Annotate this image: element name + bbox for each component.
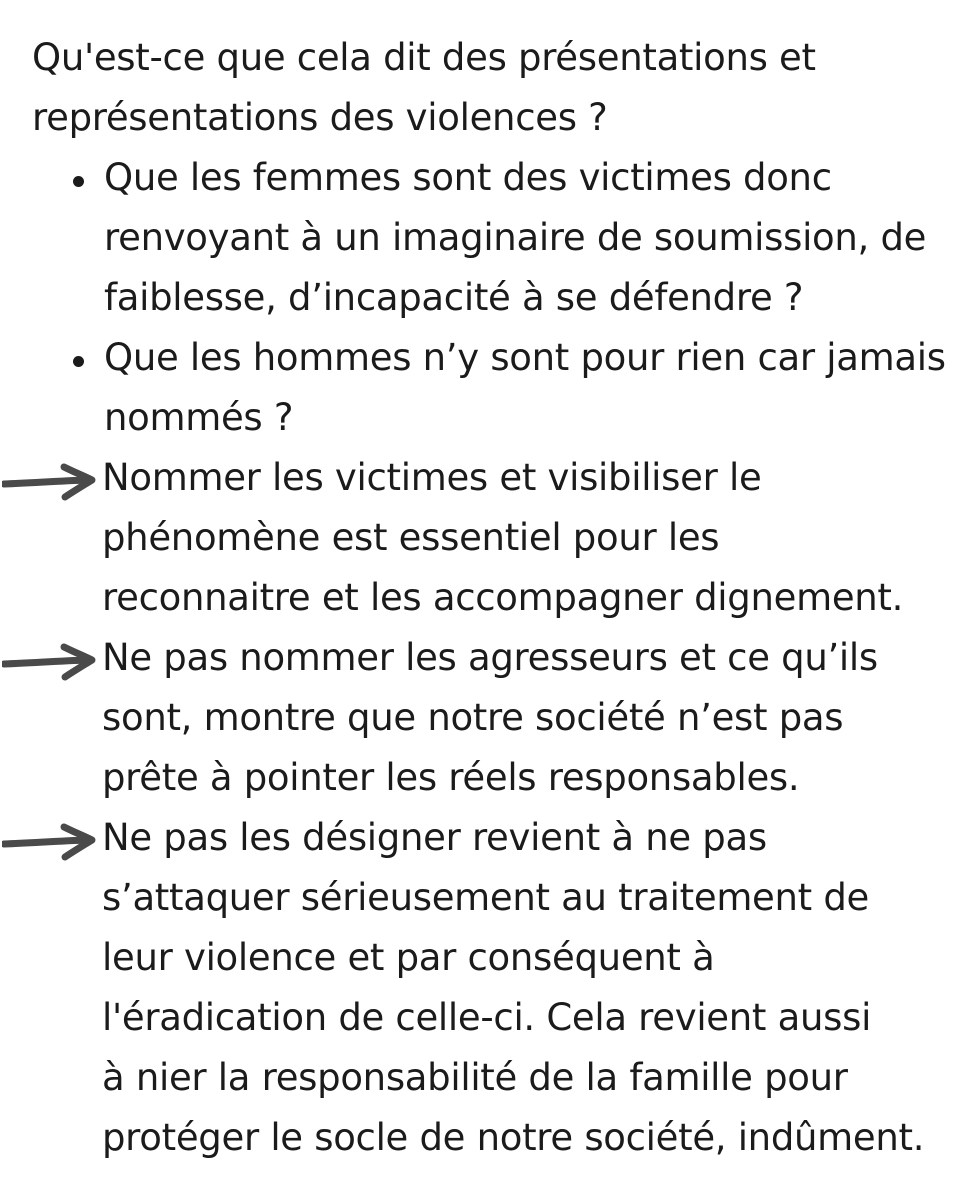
arrow-point-line: Ne pas les désigner revient à ne pas — [102, 816, 767, 859]
arrow-point-line: prête à pointer les réels responsables. — [102, 756, 800, 799]
arrow-point-line: leur violence et par conséquent à — [102, 936, 715, 979]
arrow-right-icon — [2, 822, 98, 862]
arrow-right-icon — [2, 642, 98, 682]
bullet-text-line: renvoyant à un imaginaire de soumission, de — [104, 216, 927, 259]
question-line: Qu'est-ce que cela dit des présentations et — [32, 36, 816, 79]
bullet-text-line: Que les hommes n’y sont pour rien car jamais — [104, 336, 946, 379]
arrow-point-line: l'éradication de celle-ci. Cela revient aussi — [102, 996, 872, 1039]
bullet-text-line: Que les femmes sont des victimes donc — [104, 156, 832, 199]
bullet-text-line: nommés ? — [104, 396, 294, 439]
arrow-point-line: protéger le socle de notre société, indûment. — [102, 1116, 925, 1159]
arrow-point-line: à nier la responsabilité de la famille pour — [102, 1056, 848, 1099]
question-line: représentations des violences ? — [32, 96, 608, 139]
arrow-right-icon — [2, 462, 98, 502]
arrow-point-line: sont, montre que notre société n’est pas — [102, 696, 844, 739]
arrow-point-line: Ne pas nommer les agresseurs et ce qu’ils — [102, 636, 878, 679]
arrow-point-line: s’attaquer sérieusement au traitement de — [102, 876, 869, 919]
arrow-point-line: reconnaitre et les accompagner dignement. — [102, 576, 904, 619]
arrow-point-line: Nommer les victimes et visibiliser le — [102, 456, 762, 499]
bullet-text-line: faiblesse, d’incapacité à se défendre ? — [104, 276, 804, 319]
arrow-point-line: phénomène est essentiel pour les — [102, 516, 720, 559]
bullet-dot-icon — [73, 356, 84, 367]
bullet-dot-icon — [73, 176, 84, 187]
